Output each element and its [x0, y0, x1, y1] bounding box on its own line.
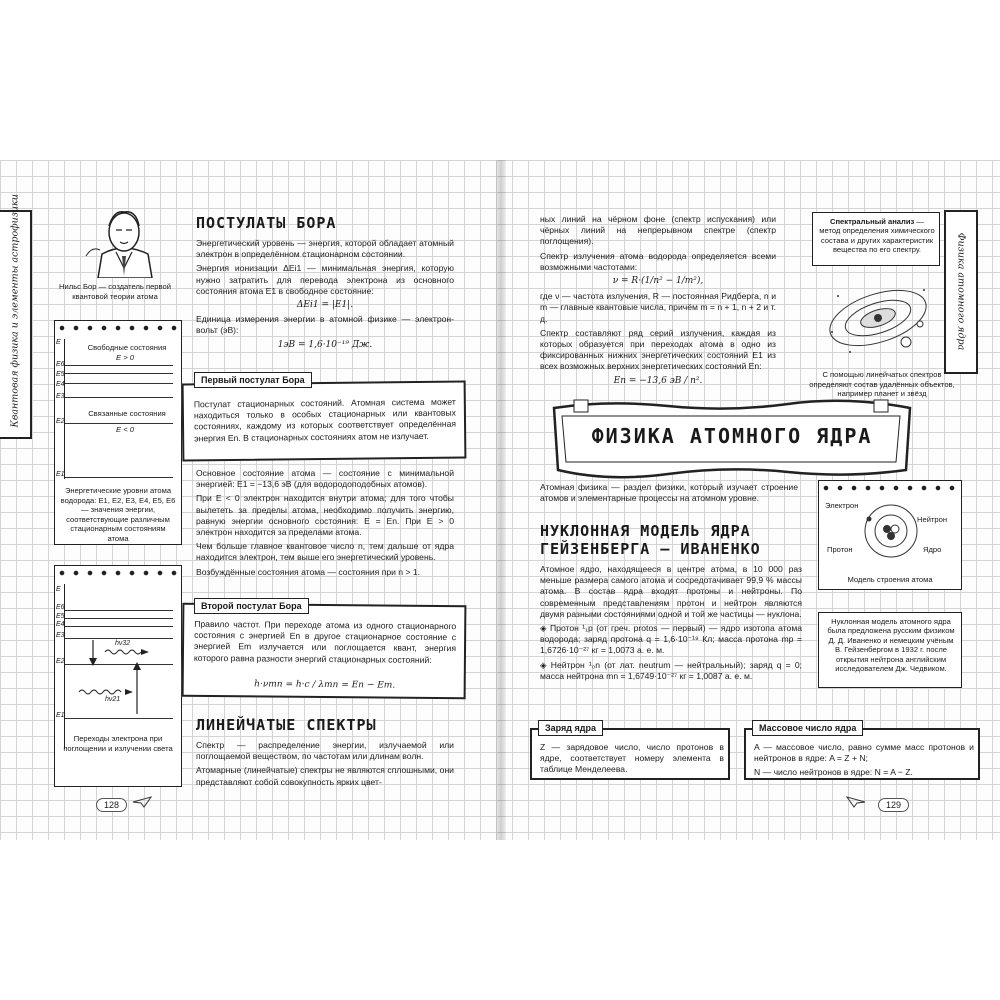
absorption-label: hν21 — [105, 696, 121, 703]
level-line — [65, 610, 173, 611]
galaxy-caption: С помощью линейчатых спектров определяют состав удалённых объектов, например планет и звёзд — [809, 370, 955, 399]
level-line — [65, 397, 173, 398]
atomic-spectra-text: Атомарные (линейчатые) спектры не являются сплошными, они представляют собой совокупность ярких цвет- — [196, 765, 454, 787]
axis-label: E — [56, 586, 61, 593]
galaxy-illustration — [820, 268, 940, 368]
label-neutron: Нейтрон — [917, 515, 948, 524]
atom-model-caption: Модель строения атома — [847, 575, 933, 584]
page-number-left: 128 — [96, 798, 127, 812]
level-label: E6 — [56, 604, 65, 611]
first-postulate-box — [182, 381, 467, 462]
label-electron: Электрон — [825, 501, 859, 510]
ground-state-definition: Основное состояние атома — состояние с минимальной энергией: E1 = −13,6 эВ (для водородоподобных атомов). — [196, 468, 454, 490]
nucleus-description: Атомное ядро, находящееся в центре атома, в 10 000 раз меньше размера самого атома и сосредотачивает 99,9 % массы атома. В состав ядра входят протоны и нейтроны. По современным представлениям протон и нейтрон являются двумя разными состояниями одной и той же частицы — нуклона. — [540, 564, 802, 619]
history-note-text: Нуклонная модель атомного ядра была предложена русским физиком Д. Д. Иваненко и немецким учёным В. Гейзенбергом в 1932 г. после открытия нейтрона английским исследователем Дж. Чедвиком. — [827, 617, 955, 674]
level-label: E5 — [56, 613, 65, 620]
energy-level-definition: Энергетический уровень — энергия, которой обладает атомный электрон в определённом стационарном состоянии. — [196, 238, 454, 260]
history-note — [818, 612, 962, 688]
first-postulate-tag: Первый постулат Бора — [194, 372, 312, 388]
free-states-label: Свободные состояния — [87, 343, 167, 352]
neutron-number-definition: N — число нейтронов в ядре: N = A − Z. — [754, 767, 913, 778]
ground-state-text — [196, 468, 454, 581]
neutron-description: ◈ Нейтрон ¹₀n (от лат. neutrum — нейтральный); заряд q = 0; масса нейтрона mn = 1,6749·10⁻²⁷ кг = 1,0087 а. е. м. — [540, 660, 802, 682]
note-text — [819, 217, 935, 255]
level-label: E4 — [56, 621, 65, 628]
emission-label: hν32 — [115, 640, 131, 647]
level-label: E3 — [56, 393, 65, 400]
transitions-diagram — [54, 565, 182, 787]
ionization-formula: ΔEi1 = |E1|. — [296, 300, 354, 311]
transitions-caption: Переходы электрона при поглощении и излучении света — [63, 734, 173, 753]
notepad-spiral — [55, 325, 181, 331]
proton-description: ◈ Протон ¹₁p (от греч. protos — первый) — ядро изотопа атома водорода; заряд протона q = 1,6·10⁻¹⁹ Кл; масса протона mp = 1,6726·10⁻²⁷ кг = 1,0073 а. е. м. — [540, 623, 802, 657]
spectra-text — [196, 740, 454, 791]
hydrogen-spectrum-text: Спектр излучения атома водорода определяется всеми возможными частотами: — [540, 250, 776, 272]
label-proton: Протон — [827, 545, 853, 554]
postulates-text — [196, 238, 454, 351]
energy-levels-diagram — [54, 320, 182, 545]
quantum-number-text: Чем больше главное квантовое число n, тем дальше от ядра находится электрон, тем выше его энергетический уровень. — [196, 541, 454, 563]
level-line — [65, 626, 173, 627]
level-label: E4 — [56, 381, 65, 388]
paper-plane-icon — [846, 796, 866, 808]
bohr-portrait — [78, 206, 170, 278]
spectra-continued-text: ных линий на чёрном фоне (спектр испускания) или чёрных линий на непрерывном спектре (спектр поглощения). — [540, 214, 776, 247]
electron-inside-text: При E < 0 электрон находится внутри атома; для того чтобы вылететь за пределы атома, необходимо получить энергию, равную энергии основного состояния: E = En. При E > 0 электрон находится за пределами атома. — [196, 493, 454, 538]
level-label: E2 — [56, 658, 65, 665]
energy-level-formula: En = −13,6 эВ / n². — [613, 375, 703, 386]
second-postulate-text: Правило частот. При переходе атома из одного стационарного состояния с энергией En в другое стационарное состояние с энергией Em излучается или поглощается квант, энергия которого равна разности энергий стационарных состояний: — [193, 618, 457, 665]
page-number-right: 129 — [878, 798, 909, 812]
mass-number-definition: A — массовое число, равно сумме масс протонов и нейтронов в ядре: A = Z + N; — [754, 742, 974, 764]
charge-text: Z — зарядовое число, число протонов в ядре, соответствует номеру элемента в таблице Менделеева. — [540, 742, 724, 775]
nucleon-model-text — [540, 564, 802, 685]
level-line — [65, 477, 173, 478]
level-label: E3 — [56, 632, 65, 639]
ev-formula: 1эВ = 1,6·10⁻¹⁹ Дж. — [277, 339, 373, 350]
nucleon-title-line1: НУКЛОННАЯ МОДЕЛЬ ЯДРА — [540, 522, 751, 540]
note-body: — метод определения химического состава и других характеристик вещества по его спектру. — [819, 217, 935, 255]
paper-plane-icon — [132, 796, 152, 808]
atom-illustration — [861, 501, 921, 561]
note-title: Спектральный анализ — [829, 217, 915, 226]
spectrum-definition: Спектр — распределение энергии, излучаемой или поглощаемой веществом, по частотам или длинам волн. — [196, 740, 454, 762]
level-line — [65, 423, 173, 424]
ev-unit-text: Единица измерения энергии в атомной физике — электрон-вольт (эВ): — [196, 314, 454, 336]
charge-tag: Заряд ядра — [538, 720, 603, 736]
ionization-definition: Энергия ионизации ΔEi1 — минимальная энергия, которую нужно затратить для перевода электрона из основного состояния атома E1 в свободное состояние: — [196, 263, 454, 296]
second-postulate-tag: Второй постулат Бора — [194, 598, 309, 614]
frequency-rule-formula: h·νmn = h·c / λmn = En − Em. — [254, 679, 396, 691]
energy-levels-caption: Энергетические уровни атома водорода: E1, E2, E3, E4, E5, E6 — значения энергии, соответствующие различным стационарным состояниям атома — [60, 486, 176, 543]
spectra-title: ЛИНЕЙЧАТЫЕ СПЕКТРЫ — [196, 716, 377, 734]
spectra-continued — [540, 214, 776, 387]
mass-number-text — [754, 742, 974, 782]
energy-negative-label: E < 0 — [116, 425, 134, 434]
spectral-analysis-note — [812, 212, 940, 266]
label-nucleus: Ядро — [923, 545, 942, 554]
rydberg-explanation: где ν — частота излучения, R — постоянная Ридберга, n и m — главные квантовые числа, причём m = n + 1, n + 2 и т. д. — [540, 291, 776, 324]
rydberg-formula: ν = R·(1/n² − 1/m²), — [612, 276, 704, 287]
series-text: Спектр составляют ряд серий излучения, каждая из которых образуется при переходах атома в одно из фиксированных нижних энергетических состояний E1 из всех возможных верхних энергетических состояний En: — [540, 327, 776, 372]
level-label: E5 — [56, 371, 65, 378]
level-label: E1 — [56, 712, 65, 719]
atomic-physics-definition: Атомная физика — раздел физики, который изучает строение атомов и элементарные процессы на атомном уровне. — [540, 482, 798, 504]
transition-arrows — [75, 636, 175, 726]
excited-states-text: Возбуждённые состояния атома — состояния при n > 1. — [196, 566, 421, 577]
nucleon-title-line2: ГЕЙЗЕНБЕРГА — ИВАНЕНКО — [540, 540, 761, 558]
postulates-title: ПОСТУЛАТЫ БОРА — [196, 214, 337, 232]
nucleon-model-title — [540, 522, 761, 558]
level-line — [65, 373, 173, 374]
book-gutter — [496, 160, 506, 840]
second-postulate-box — [182, 603, 467, 699]
level-label: E2 — [56, 418, 65, 425]
banner-title: ФИЗИКА АТОМНОГО ЯДРА — [591, 424, 873, 448]
level-line — [65, 365, 173, 366]
left-side-tab — [0, 194, 32, 439]
notepad-spiral — [819, 485, 961, 491]
mass-number-tag: Массовое число ядра — [752, 720, 863, 736]
first-postulate-text: Постулат стационарных состояний. Атомная система может находиться только в особых стационарных или квантовых состояниях, каждому из которых соответствует определённая энергия En. В стационарных состояниях атом не излучает. — [193, 396, 457, 443]
level-label: E1 — [56, 471, 65, 478]
left-side-tab-label: Квантовая физика и элементы астрофизики — [9, 194, 21, 428]
level-line — [65, 383, 173, 384]
level-label: E6 — [56, 361, 65, 368]
atom-model-diagram — [818, 480, 962, 590]
right-side-tab-label: Физика атомного ядра — [955, 232, 967, 351]
level-line — [65, 618, 173, 619]
energy-axis — [64, 339, 65, 479]
energy-positive-label: E > 0 — [116, 353, 134, 362]
bound-states-label: Связанные состояния — [88, 409, 166, 418]
axis-label: E — [56, 339, 61, 346]
right-side-tab — [944, 210, 978, 374]
notepad-spiral — [55, 570, 181, 576]
bohr-caption: Нильс Бор — создатель первой квантовой теории атома — [59, 282, 171, 301]
